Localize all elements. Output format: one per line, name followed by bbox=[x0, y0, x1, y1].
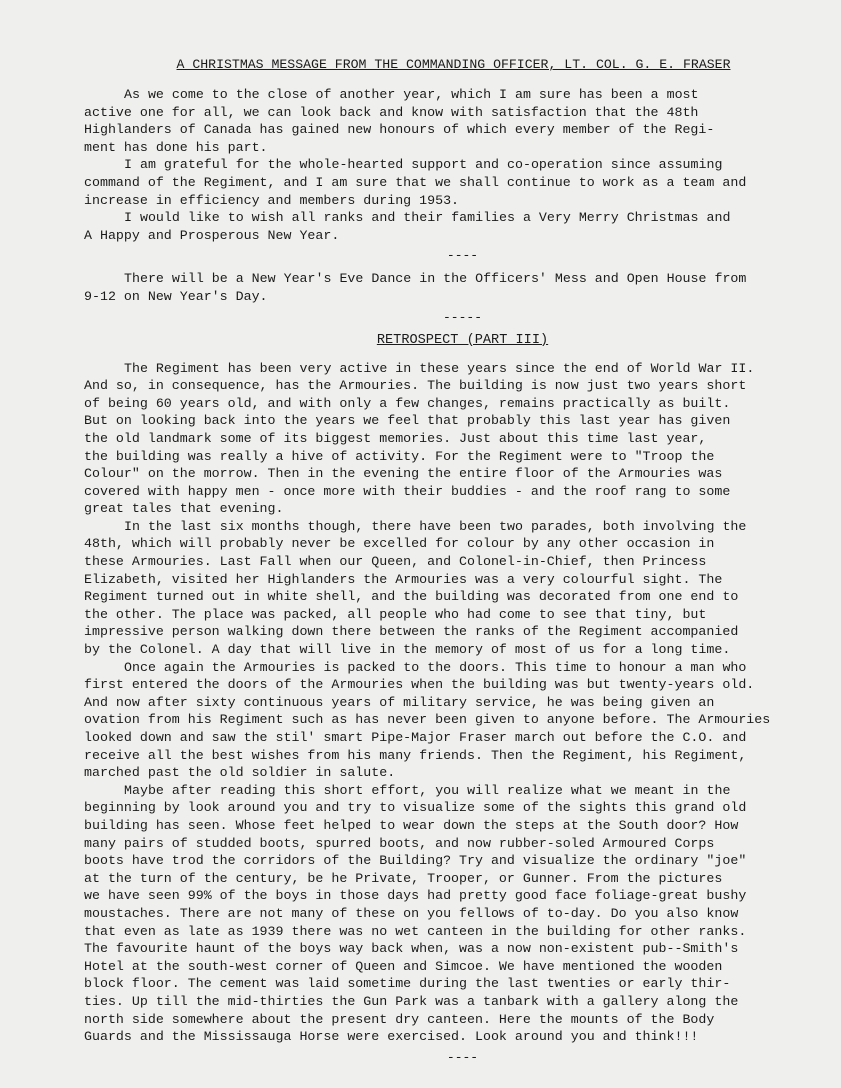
text-line: impressive person walking down there between the ranks of the Regiment accompanied bbox=[84, 624, 739, 640]
text-line: block floor. The cement was laid sometime during the last twenties or early thir- bbox=[84, 976, 731, 992]
text-line: I am grateful for the whole-hearted support and co-operation since assuming bbox=[124, 157, 723, 173]
text-line: There will be a New Year's Eve Dance in the Officers' Mess and Open House from bbox=[124, 271, 747, 287]
text-line: A Happy and Prosperous New Year. bbox=[84, 227, 340, 243]
text-line: by the Colonel. A day that will live in the memory of most of us for a long time. bbox=[84, 642, 731, 658]
text-line: the other. The place was packed, all people who had come to see that tiny, but bbox=[84, 606, 707, 622]
text-line: at the turn of the century, be he Private, Trooper, or Gunner. From the pictures bbox=[84, 870, 723, 886]
text-line: receive all the best wishes from his many friends. Then the Regiment, his Regiment, bbox=[84, 747, 747, 763]
text-line: ment has done his part. bbox=[84, 139, 268, 155]
text-line: In the last six months though, there have been two parades, both involving the bbox=[124, 518, 747, 534]
text-line: great tales that evening. bbox=[84, 501, 284, 517]
retrospect-article bbox=[84, 360, 811, 1046]
christmas-message bbox=[84, 86, 811, 244]
text-line: Once again the Armouries is packed to the doors. This time to honour a man who bbox=[124, 659, 747, 675]
text-line: I would like to wish all ranks and their families a Very Merry Christmas and bbox=[124, 210, 731, 226]
text-line: beginning by look around you and try to visualize some of the sights this grand old bbox=[84, 800, 747, 816]
text-line: And now after sixty continuous years of military service, he was being given an bbox=[84, 694, 715, 710]
text-line: And so, in consequence, has the Armouries. The building is now just two years short bbox=[84, 378, 747, 394]
text-line: these Armouries. Last Fall when our Queen, and Colonel-in-Chief, then Princess bbox=[84, 554, 707, 570]
text-line: Guards and the Mississauga Horse were exercised. Look around you and think!!! bbox=[84, 1029, 699, 1045]
retrospect-heading: RETROSPECT (PART III) bbox=[376, 332, 549, 348]
text-line: ties. Up till the mid-thirties the Gun Park was a tanbark with a gallery along the bbox=[84, 993, 739, 1009]
text-line: Colour" on the morrow. Then in the evening the entire floor of the Armouries was bbox=[84, 466, 723, 482]
text-line: Elizabeth, visited her Highlanders the Armouries was a very colourful sight. The bbox=[84, 571, 723, 587]
text-line: The Regiment has been very active in these years since the end of World War II. bbox=[124, 360, 755, 376]
text-line: 9-12 on New Year's Day. bbox=[84, 288, 268, 304]
text-line: that even as late as 1939 there was no wet canteen in the building for other ranks. bbox=[84, 923, 747, 939]
text-line: active one for all, we can look back and know with satisfaction that the 48th bbox=[84, 104, 699, 120]
text-line: covered with happy men - once more with their buddies - and the roof rang to some bbox=[84, 483, 731, 499]
text-line: of being 60 years old, and with only a few changes, remains practically as built. bbox=[84, 395, 731, 411]
text-line: marched past the old soldier in salute. bbox=[84, 765, 396, 781]
text-line: looked down and saw the stil' smart Pipe-Major Fraser march out before the C.O. and bbox=[84, 730, 747, 745]
text-line: 48th, which will probably never be excelled for colour by any other occasion in bbox=[84, 536, 715, 552]
new-year-notice bbox=[84, 270, 811, 305]
text-line: first entered the doors of the Armouries when the building was but twenty-years old. bbox=[84, 677, 755, 693]
text-line: The favourite haunt of the boys way back when, was a now non-existent pub--Smith's bbox=[84, 941, 739, 957]
text-line: we have seen 99% of the boys in those days had pretty good face foliage-great bushy bbox=[84, 888, 747, 904]
text-line: increase in efficiency and members during 1953. bbox=[84, 192, 460, 208]
text-line: Maybe after reading this short effort, you will realize what we meant in the bbox=[124, 782, 731, 798]
text-line: the building was really a hive of activity. For the Regiment were to "Troop the bbox=[84, 448, 715, 464]
message-title: A CHRISTMAS MESSAGE FROM THE COMMANDING OFFICER, LT. COL. G. E. FRASER bbox=[176, 57, 731, 72]
separator: ---- bbox=[446, 248, 479, 264]
text-line: building has seen. Whose feet helped to wear down the steps at the South door? How bbox=[84, 817, 739, 833]
text-line: moustaches. There are not many of these on you fellows of to-day. Do you also know bbox=[84, 905, 739, 921]
text-line: command of the Regiment, and I am sure that we shall continue to work as a team and bbox=[84, 174, 747, 190]
text-line: many pairs of studded boots, spurred boots, and now rubber-soled Armoured Corps bbox=[84, 835, 715, 851]
separator: ----- bbox=[442, 309, 482, 325]
text-line: Hotel at the south-west corner of Queen and Simcoe. We have mentioned the wooden bbox=[84, 958, 723, 974]
text-line: boots have trod the corridors of the Building? Try and visualize the ordinary "joe" bbox=[84, 853, 747, 869]
text-line: But on looking back into the years we feel that probably this last year has given bbox=[84, 413, 731, 429]
text-line: north side somewhere about the present dry canteen. Here the mounts of the Body bbox=[84, 1011, 715, 1027]
text-line: As we come to the close of another year, which I am sure has been a most bbox=[124, 87, 699, 102]
text-line: Highlanders of Canada has gained new honours of which every member of the Regi- bbox=[84, 122, 715, 138]
text-line: the old landmark some of its biggest memories. Just about this time last year, bbox=[84, 430, 707, 446]
text-line: Regiment turned out in white shell, and the building was decorated from one end to bbox=[84, 589, 739, 605]
separator: ---- bbox=[446, 1049, 479, 1065]
text-line: ovation from his Regiment such as has never been given to anyone before. The Armouries bbox=[84, 712, 771, 728]
